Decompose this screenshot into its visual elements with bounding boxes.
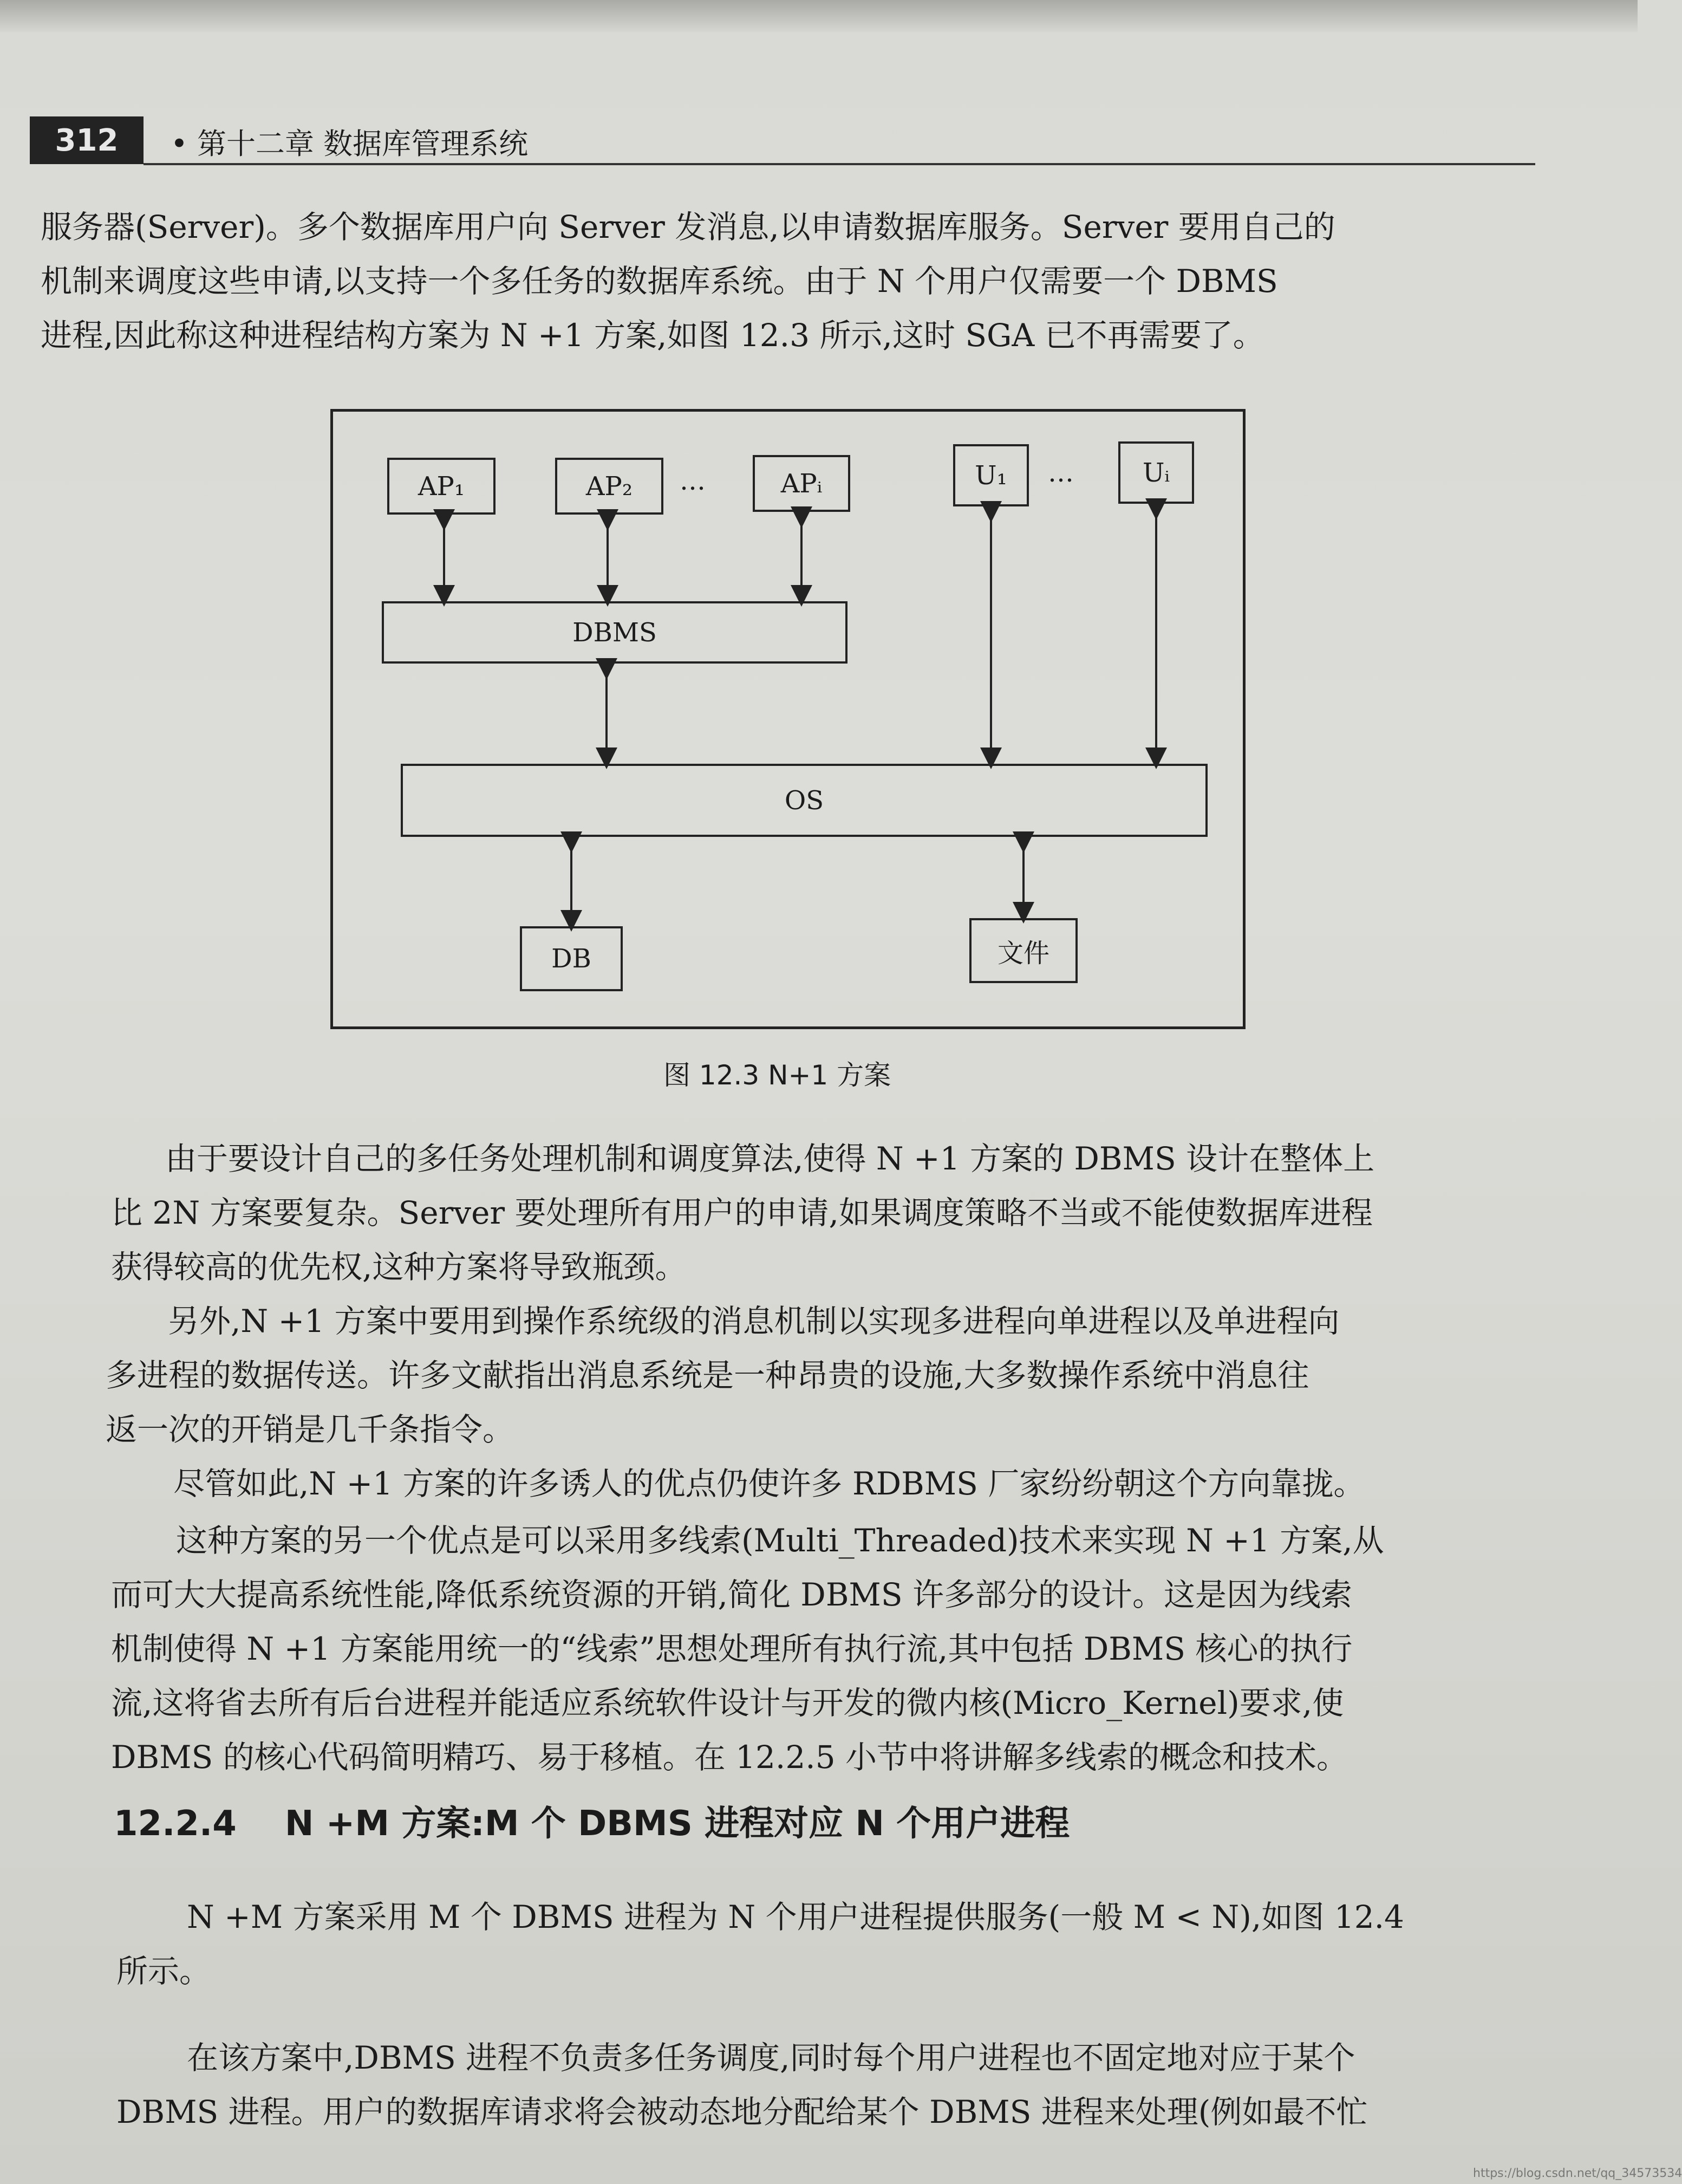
text-line: 由于要设计自己的多任务处理机制和调度算法,使得 N +1 方案的 DBMS 设计在整体上 <box>165 1140 1375 1177</box>
section-title: N +M 方案:M 个 DBMS 进程对应 N 个用户进程 <box>284 1804 1070 1844</box>
dbms-box: DBMS <box>382 601 847 664</box>
ap1-box: AP₁ <box>387 458 496 515</box>
text-line: 机制来调度这些申请,以支持一个多任务的数据库系统。由于 N 个用户仅需要一个 DBMS <box>41 263 1278 300</box>
ap2-box: AP₂ <box>555 458 663 515</box>
text-line: 获得较高的优先权,这种方案将导致瓶颈。 <box>111 1249 687 1285</box>
text-line: 在该方案中,DBMS 进程不负责多任务调度,同时每个用户进程也不固定地对应于某个 <box>187 2039 1355 2076</box>
header-rule <box>144 163 1535 165</box>
text-line: 进程,因此称这种进程结构方案为 N +1 方案,如图 12.3 所示,这时 SGA 已不再需要了。 <box>41 317 1264 354</box>
text-line: 而可大大提高系统性能,降低系统资源的开销,简化 DBMS 许多部分的设计。这是因为线索 <box>111 1576 1352 1613</box>
ui-box: Uᵢ <box>1118 441 1194 504</box>
text-line: 机制使得 N +1 方案能用统一的“线索”思想处理所有执行流,其中包括 DBMS 核心的执行 <box>111 1630 1353 1667</box>
text-line: N +M 方案采用 M 个 DBMS 进程为 N 个用户进程提供服务(一般 M < N),如图 12.4 <box>187 1899 1404 1935</box>
text-line: 所示。 <box>116 1953 211 1990</box>
text-line: 比 2N 方案要复杂。Server 要处理所有用户的申请,如果调度策略不当或不能使数据库进程 <box>111 1194 1373 1231</box>
text-line: 这种方案的另一个优点是可以采用多线索(Multi_Threaded)技术来实现 N +1 方案,从 <box>176 1522 1384 1559</box>
watermark: https://blog.csdn.net/qq_34573534 <box>1473 2167 1682 2180</box>
file-box: 文件 <box>969 918 1078 983</box>
os-box: OS <box>401 764 1208 837</box>
text-line: 流,这将省去所有后台进程并能适应系统软件设计与开发的微内核(Micro_Kernel)要求,使 <box>111 1685 1344 1721</box>
api-box: APᵢ <box>753 455 850 512</box>
section-heading <box>114 1796 1070 1845</box>
ellipsis: … <box>1048 458 1074 488</box>
u1-box: U₁ <box>953 444 1029 506</box>
page-number: 312 <box>30 116 144 164</box>
chapter-title: • 第十二章 数据库管理系统 <box>171 127 529 161</box>
text-line: 返一次的开销是几千条指令。 <box>106 1411 514 1448</box>
connector-arrows <box>333 412 1243 1026</box>
text-line: DBMS 的核心代码简明精巧、易于移植。在 12.2.5 小节中将讲解多线索的概念和技术。 <box>111 1739 1348 1776</box>
page-header <box>30 116 1535 165</box>
text-line: 多进程的数据传送。许多文献指出消息系统是一种昂贵的设施,大多数操作系统中消息往 <box>106 1357 1309 1394</box>
ellipsis: … <box>680 466 706 496</box>
text-line: DBMS 进程。用户的数据库请求将会被动态地分配给某个 DBMS 进程来处理(例如最不忙 <box>116 2094 1368 2130</box>
db-box: DB <box>520 926 623 991</box>
figure-caption: 图 12.3 N+1 方案 <box>663 1060 891 1091</box>
section-number: 12.2.4 <box>114 1804 237 1844</box>
figure-12-3 <box>330 409 1246 1029</box>
text-line: 尽管如此,N +1 方案的许多诱人的优点仍使许多 RDBMS 厂家纷纷朝这个方向靠拢。 <box>173 1465 1365 1502</box>
text-line: 另外,N +1 方案中要用到操作系统级的消息机制以实现多进程向单进程以及单进程向 <box>168 1303 1340 1340</box>
page-shadow <box>0 0 1638 32</box>
text-line: 服务器(Server)。多个数据库用户向 Server 发消息,以申请数据库服务。Server 要用自己的 <box>41 209 1335 245</box>
